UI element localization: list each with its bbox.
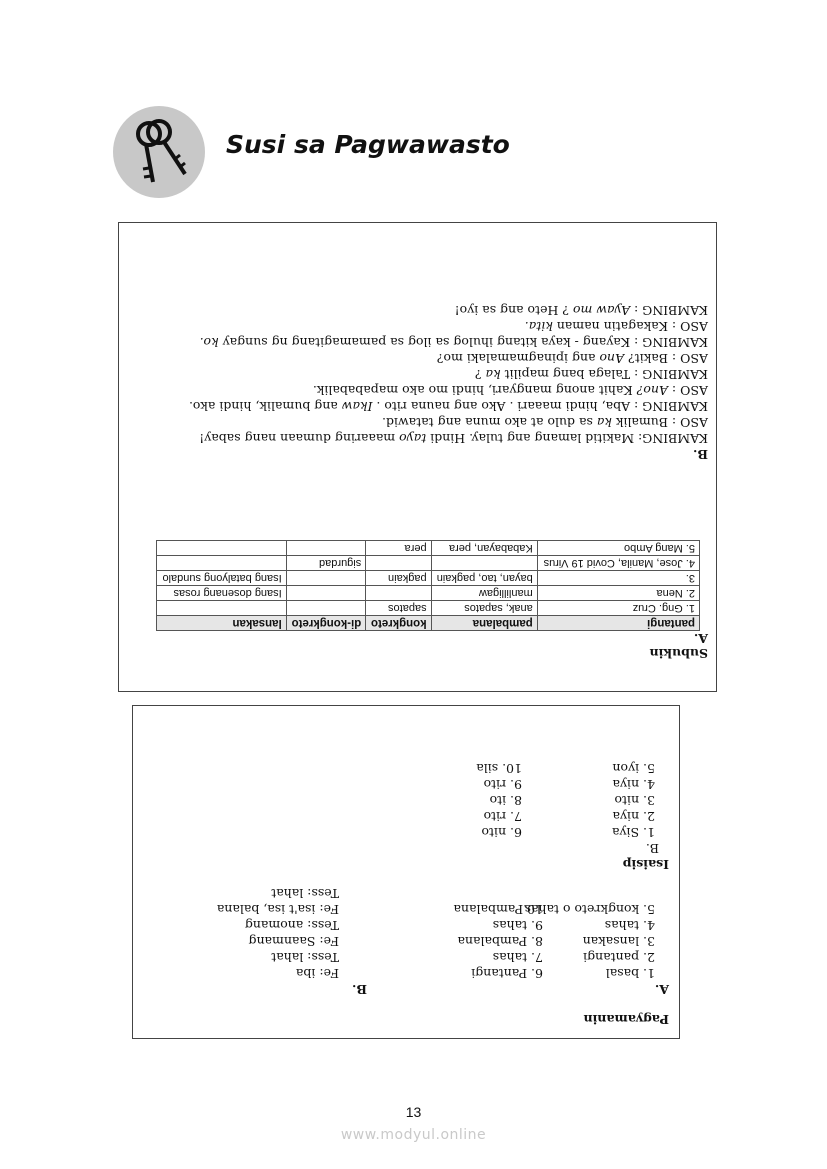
isaisip-b-label: B.	[645, 841, 659, 856]
list-item: 5. kongkreto o tahas	[524, 902, 655, 917]
list-item: 2. pantangi	[583, 950, 655, 965]
list-item: Tess: lahat	[271, 886, 339, 901]
subukin-part-b-label: B.	[693, 447, 708, 462]
list-item: 8. Pambalana	[457, 934, 543, 949]
col-header-pambalana: pambalana	[431, 616, 537, 631]
subukin-heading: Subukin	[649, 646, 708, 661]
table-cell: sapatos	[366, 601, 431, 616]
table-row	[157, 556, 700, 571]
list-item: 9. rito	[483, 777, 522, 792]
dialogue-line: KAMBING : Talaga bang mapilit ka ?	[474, 367, 708, 382]
dialogue-line: KAMBING : Ayaw mo ? Heto ang sa iyo!	[454, 303, 708, 318]
table-cell: pagkain	[366, 571, 431, 586]
list-item: Tess: lahat	[271, 950, 339, 965]
table-row	[157, 541, 700, 556]
list-item: Fe: Saanmang	[248, 934, 339, 949]
table-cell: pera	[366, 541, 431, 556]
list-item: 1. basal	[605, 966, 655, 981]
list-item: 4. tahas	[604, 918, 655, 933]
table-cell: 4. Jose, Manila, Covid 19 Virus	[537, 556, 699, 571]
table-cell: 5. Mang Ambo	[537, 541, 699, 556]
table-header-row	[157, 616, 700, 631]
table-cell: bayan, tao, pagkain	[431, 571, 537, 586]
dialogue-line: ASO : Bumalik ka sa dulo at ako muna ang tatawid.	[382, 415, 708, 430]
list-item: 3. lansakan	[582, 934, 655, 949]
table-cell: 2. Nena	[537, 586, 699, 601]
table-cell: Isang batalyong sundalo	[157, 571, 287, 586]
dialogue-line: ASO : Bakit? Ano ang ipinagmamalaki mo?	[436, 351, 708, 366]
list-item: 7. rito	[483, 809, 522, 824]
dialogue-line: ASO : Ano? Kahit anong mangyari, hindi mo ako mapababalik.	[312, 383, 708, 398]
table-cell	[157, 556, 287, 571]
col-header-di-kongkreto: di-kongkreto	[286, 616, 366, 631]
list-item: 10.Pambalana	[453, 902, 543, 917]
list-item: Tess: anomang	[244, 918, 339, 933]
subukin-part-a-label: A.	[693, 631, 708, 646]
list-item: 6. Pantangi	[471, 966, 543, 981]
list-item: 10. sila	[476, 761, 522, 776]
list-item: 3. nito	[614, 793, 655, 808]
list-item: Fe: iba	[295, 966, 339, 981]
table-cell	[286, 571, 366, 586]
table-cell: 3.	[537, 571, 699, 586]
pagyamanin-a-label: A.	[654, 982, 669, 997]
table-row	[157, 601, 700, 616]
table-cell	[286, 601, 366, 616]
dialogue-line: KAMBING: Makitid lamang ang tulay. Hindi tayo maaaring dumaan nang sabay!	[199, 431, 708, 446]
list-item: 9. tahas	[492, 918, 543, 933]
table-cell: 1. Gng. Cruz	[537, 601, 699, 616]
list-item: 5. iyon	[612, 761, 655, 776]
table-cell	[366, 586, 431, 601]
table-cell: manlilligaw	[431, 586, 537, 601]
dialogue-line: KAMBING : Kayang - kaya kitang ihulog sa ilog sa pamamagitang ng sungay ko.	[199, 335, 708, 350]
table-row	[157, 571, 700, 586]
col-header-kongkreto: kongkreto	[366, 616, 431, 631]
table-row	[157, 586, 700, 601]
list-item: 2. niya	[612, 809, 655, 824]
dialogue-line: ASO : Kakagatin naman kita.	[524, 319, 708, 334]
table-cell: anak, sapatos	[431, 601, 537, 616]
list-item: 4. niya	[612, 777, 655, 792]
table-cell: Isang dosenang rosas	[157, 586, 287, 601]
table-cell: sigurdad	[286, 556, 366, 571]
pagyamanin-b-label: B.	[352, 982, 367, 997]
list-item: Fe: isa't isa, balana	[216, 902, 339, 917]
table-cell	[431, 556, 537, 571]
table-cell: Kababayan, pera	[431, 541, 537, 556]
list-item: 8. ito	[489, 793, 522, 808]
subukin-box	[118, 222, 717, 692]
pagyamanin-heading: Pagyamanin	[583, 1012, 669, 1027]
table-cell	[157, 601, 287, 616]
list-item: 1. Siya	[612, 825, 655, 840]
col-header-pantangi: pantangi	[537, 616, 699, 631]
table-cell	[157, 541, 287, 556]
pagyamanin-box	[132, 705, 680, 1039]
keys-icon	[113, 106, 205, 198]
table-cell	[366, 556, 431, 571]
dialogue-line: KAMBING : Aba, hindi maaari . Ako ang nauna rito . Ikaw ang bumalik, hindi ako.	[189, 399, 708, 414]
col-header-lansakan: lansakan	[157, 616, 287, 631]
list-item: 6. nito	[481, 825, 522, 840]
page-title: Susi sa Pagwawasto	[226, 130, 510, 159]
answer-table	[156, 540, 700, 631]
isaisip-heading: Isaisip	[622, 857, 669, 872]
table-cell	[286, 586, 366, 601]
page-number: 13	[405, 1104, 422, 1120]
list-item: 7. tahas	[492, 950, 543, 965]
watermark: www.modyul.online	[340, 1127, 487, 1143]
table-cell	[286, 541, 366, 556]
